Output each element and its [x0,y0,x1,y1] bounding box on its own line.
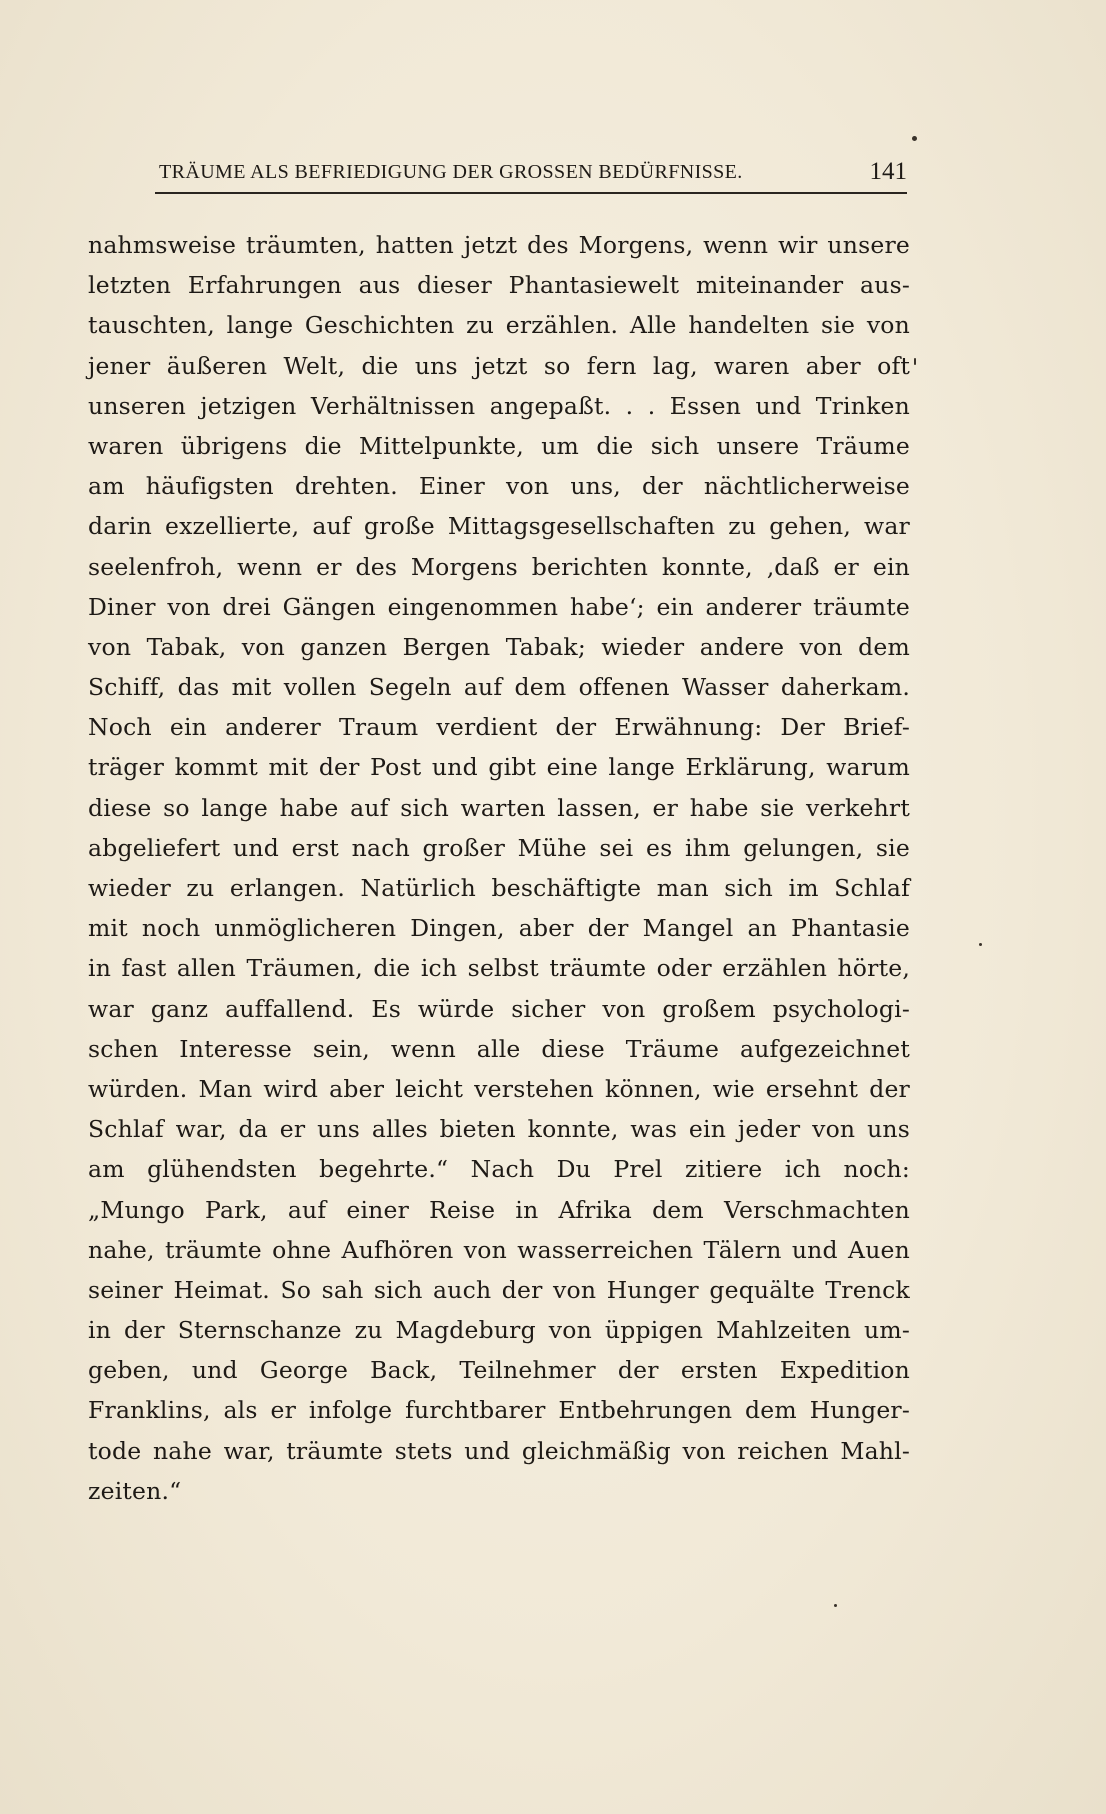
text-line: von Tabak, von ganzen Bergen Tabak; wieder andere von dem [88,632,910,661]
text-line: am glühendsten begehrte.“ Nach Du Prel zitiere ich noch: [88,1155,910,1184]
text-line: geben, und George Back, Teilnehmer der ersten Expedition [88,1356,910,1385]
text-line: träger kommt mit der Post und gibt eine lange Erklärung, warum [88,753,910,782]
page-header [155,152,907,194]
text-line: unseren jetzigen Verhältnissen angepaßt. . . Essen und Trinken [88,391,910,420]
text-line: waren übrigens die Mittelpunkte, um die sich unsere Träume [88,431,910,460]
text-line-last: zeiten.“ [88,1476,182,1505]
text-line: in der Sternschanze zu Magdeburg von üppigen Mahlzeiten um- [88,1316,910,1345]
text-line: nahmsweise träumten, hatten jetzt des Morgens, wenn wir unsere [88,231,910,259]
text-line: in fast allen Träumen, die ich selbst träumte oder erzählen hörte, [88,954,910,983]
text-line: tauschten, lange Geschichten zu erzählen. Alle handelten sie von [88,311,910,340]
text-line: am häufigsten drehten. Einer von uns, der nächtlicherweise [88,472,910,501]
text-line: seiner Heimat. So sah sich auch der von Hunger gequälte Trenck [88,1275,910,1304]
text-line: wieder zu erlangen. Natürlich beschäftigte man sich im Schlaf [88,874,910,902]
paper-speck [914,358,916,365]
text-line: Noch ein anderer Traum verdient der Erwähnung: Der Brief- [88,713,910,742]
text-line: jener äußeren Welt, die uns jetzt so fern lag, waren aber oft [88,351,910,380]
paper-speck [834,1604,837,1607]
paper-speck [979,943,982,946]
text-line: Franklins, als er infolge furchtbarer Entbehrungen dem Hunger- [88,1396,910,1425]
text-line: tode nahe war, träumte stets und gleichmäßig von reichen Mahl- [88,1436,910,1465]
body-text [88,225,910,1511]
text-line: letzten Erfahrungen aus dieser Phantasiewelt miteinander aus- [88,271,910,300]
text-line: diese so lange habe auf sich warten lassen, er habe sie verkehrt [88,793,910,822]
page-number: 141 [869,158,907,185]
text-line: war ganz auffallend. Es würde sicher von großem psychologi- [88,994,910,1023]
text-line: Diner von drei Gängen eingenommen habe‘; ein anderer träumte [88,592,910,621]
text-line: Schiff, das mit vollen Segeln auf dem offenen Wasser daherkam. [88,673,910,702]
text-line: darin exzellierte, auf große Mittagsgesellschaften zu gehen, war [88,512,910,541]
text-line: mit noch unmöglicheren Dingen, aber der Mangel an Phantasie [88,914,910,943]
running-head: TRÄUME ALS BEFRIEDIGUNG DER GROSSEN BEDÜRFNISSE. [159,161,743,183]
text-line: „Mungo Park, auf einer Reise in Afrika dem Verschmachten [88,1195,910,1224]
text-line: abgeliefert und erst nach großer Mühe sei es ihm gelungen, sie [88,833,910,862]
text-line: schen Interesse sein, wenn alle diese Träume aufgezeichnet [88,1034,910,1063]
paper-speck [912,136,917,141]
text-line: Schlaf war, da er uns alles bieten konnte, was ein jeder von uns [88,1115,910,1144]
text-line: nahe, träumte ohne Aufhören von wasserreichen Tälern und Auen [88,1235,910,1264]
text-line: würden. Man wird aber leicht verstehen können, wie ersehnt der [88,1074,910,1103]
text-line: seelenfroh, wenn er des Morgens berichten konnte, ‚daß er ein [88,552,910,581]
